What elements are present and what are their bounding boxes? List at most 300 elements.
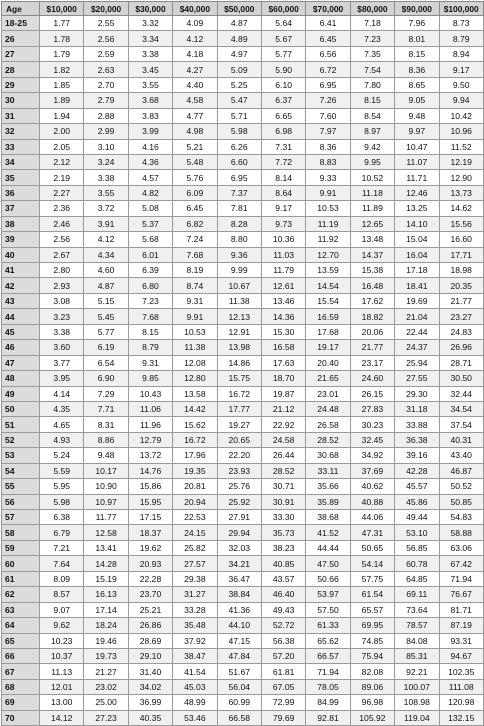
rate-cell: 6.37	[261, 93, 305, 108]
rate-cell: 35.89	[306, 494, 350, 509]
rate-cell: 17.63	[261, 355, 305, 370]
age-cell: 67	[2, 664, 40, 679]
rate-cell: 9.42	[350, 139, 394, 154]
rate-cell: 8.28	[217, 216, 261, 231]
coverage-column-header: $50,000	[217, 2, 261, 16]
rate-cell: 4.98	[173, 124, 217, 139]
rate-cell: 3.32	[128, 16, 172, 31]
rate-cell: 5.98	[40, 494, 84, 509]
rate-cell: 23.01	[306, 386, 350, 401]
rate-cell: 17.14	[84, 602, 128, 617]
rate-cell: 8.15	[395, 46, 439, 61]
rate-cell: 2.56	[40, 232, 84, 247]
rate-cell: 16.59	[306, 309, 350, 324]
rate-cell: 93.31	[439, 633, 483, 648]
rate-cell: 31.27	[173, 587, 217, 602]
rate-cell: 20.94	[173, 494, 217, 509]
rate-cell: 6.90	[84, 371, 128, 386]
coverage-column-header: $70,000	[306, 2, 350, 16]
rate-cell: 28.52	[306, 432, 350, 447]
rate-cell: 5.15	[84, 293, 128, 308]
rate-cell: 17.77	[217, 401, 261, 416]
rate-cell: 10.96	[439, 124, 483, 139]
rate-cell: 5.77	[261, 46, 305, 61]
rate-cell: 61.54	[350, 587, 394, 602]
rate-cell: 8.74	[173, 278, 217, 293]
rate-cell: 5.68	[128, 232, 172, 247]
rate-cell: 19.27	[217, 417, 261, 432]
rate-cell: 13.58	[173, 386, 217, 401]
age-cell: 27	[2, 46, 40, 61]
rate-cell: 9.31	[173, 293, 217, 308]
rate-cell: 22.20	[217, 448, 261, 463]
rate-cell: 34.54	[439, 401, 483, 416]
age-cell: 38	[2, 216, 40, 231]
rate-cell: 12.79	[128, 432, 172, 447]
rate-cell: 2.63	[84, 62, 128, 77]
rate-cell: 100.07	[395, 679, 439, 694]
rate-cell: 3.24	[84, 154, 128, 169]
rate-cell: 6.19	[84, 340, 128, 355]
rate-cell: 3.68	[128, 93, 172, 108]
rate-cell: 3.55	[128, 77, 172, 92]
rate-cell: 7.97	[306, 124, 350, 139]
rate-cell: 9.91	[173, 309, 217, 324]
rate-cell: 32.45	[350, 432, 394, 447]
rate-cell: 82.08	[350, 664, 394, 679]
rate-cell: 56.04	[217, 679, 261, 694]
rate-cell: 10.97	[84, 494, 128, 509]
table-row	[2, 386, 484, 401]
rate-cell: 17.15	[128, 510, 172, 525]
rate-cell: 26.15	[350, 386, 394, 401]
rate-cell: 94.67	[439, 648, 483, 663]
rate-cell: 53.10	[395, 525, 439, 540]
rate-cell: 19.73	[84, 648, 128, 663]
rate-cell: 15.86	[128, 479, 172, 494]
rate-cell: 41.52	[306, 525, 350, 540]
rate-cell: 16.60	[439, 232, 483, 247]
age-cell: 26	[2, 31, 40, 46]
age-cell: 53	[2, 448, 40, 463]
rate-cell: 58.88	[439, 525, 483, 540]
rate-cell: 14.54	[306, 278, 350, 293]
rate-cell: 8.97	[350, 124, 394, 139]
rate-cell: 51.67	[217, 664, 261, 679]
rate-cell: 7.24	[173, 232, 217, 247]
rate-cell: 47.84	[217, 648, 261, 663]
rate-cell: 1.85	[40, 77, 84, 92]
rate-cell: 5.08	[128, 201, 172, 216]
rate-cell: 11.77	[84, 510, 128, 525]
rate-cell: 14.10	[395, 216, 439, 231]
rate-cell: 14.62	[439, 201, 483, 216]
rate-cell: 10.67	[217, 278, 261, 293]
rate-cell: 57.50	[306, 602, 350, 617]
rate-cell: 6.95	[217, 170, 261, 185]
rate-cell: 18.82	[350, 309, 394, 324]
rate-cell: 5.59	[40, 463, 84, 478]
rate-cell: 33.30	[261, 510, 305, 525]
rate-cell: 33.11	[306, 463, 350, 478]
rate-cell: 4.65	[40, 417, 84, 432]
rate-cell: 6.41	[306, 16, 350, 31]
rate-cell: 26.58	[306, 417, 350, 432]
rate-cell: 3.72	[84, 201, 128, 216]
rate-cell: 2.36	[40, 201, 84, 216]
rate-cell: 61.33	[306, 618, 350, 633]
rate-cell: 16.13	[84, 587, 128, 602]
rate-cell: 11.06	[128, 401, 172, 416]
rate-cell: 11.19	[306, 216, 350, 231]
rate-cell: 30.50	[439, 371, 483, 386]
coverage-column-header: $100,000	[439, 2, 483, 16]
rate-cell: 20.35	[439, 278, 483, 293]
rate-cell: 2.00	[40, 124, 84, 139]
table-row	[2, 463, 484, 478]
rate-cell: 9.97	[395, 124, 439, 139]
rate-cell: 27.23	[84, 710, 128, 725]
rate-cell: 48.99	[173, 695, 217, 710]
rate-cell: 36.38	[395, 432, 439, 447]
rate-cell: 16.72	[173, 432, 217, 447]
rate-cell: 27.57	[173, 556, 217, 571]
table-row	[2, 263, 484, 278]
rate-cell: 18.98	[439, 263, 483, 278]
table-row	[2, 185, 484, 200]
rate-cell: 7.96	[395, 16, 439, 31]
age-cell: 69	[2, 695, 40, 710]
rate-cell: 45.57	[395, 479, 439, 494]
rate-cell: 13.98	[217, 340, 261, 355]
age-column-header: Age	[2, 2, 40, 16]
table-row	[2, 293, 484, 308]
table-row	[2, 216, 484, 231]
table-row	[2, 571, 484, 586]
rate-cell: 4.36	[128, 154, 172, 169]
rate-cell: 10.53	[173, 324, 217, 339]
rate-cell: 6.72	[306, 62, 350, 77]
rate-cell: 44.10	[217, 618, 261, 633]
rate-cell: 25.76	[217, 479, 261, 494]
rate-cell: 4.89	[217, 31, 261, 46]
rate-cell: 35.66	[306, 479, 350, 494]
rate-cell: 13.41	[84, 540, 128, 555]
rate-cell: 50.85	[439, 494, 483, 509]
coverage-column-header: $40,000	[173, 2, 217, 16]
rate-cell: 69.11	[395, 587, 439, 602]
rate-cell: 4.14	[40, 386, 84, 401]
rate-cell: 7.18	[350, 16, 394, 31]
rate-cell: 14.76	[128, 463, 172, 478]
rate-cell: 7.54	[350, 62, 394, 77]
rate-cell: 10.53	[306, 201, 350, 216]
rate-cell: 6.98	[261, 124, 305, 139]
rate-cell: 9.33	[306, 170, 350, 185]
rate-cell: 14.28	[84, 556, 128, 571]
rate-cell: 33.88	[395, 417, 439, 432]
rate-cell: 30.23	[350, 417, 394, 432]
rate-cell: 2.19	[40, 170, 84, 185]
rate-cell: 12.58	[84, 525, 128, 540]
age-cell: 47	[2, 355, 40, 370]
rate-cell: 20.81	[173, 479, 217, 494]
table-row	[2, 355, 484, 370]
rate-cell: 12.01	[40, 679, 84, 694]
rate-cell: 12.19	[439, 154, 483, 169]
rate-cell: 4.34	[84, 247, 128, 262]
table-header	[2, 2, 484, 16]
age-cell: 61	[2, 571, 40, 586]
age-cell: 32	[2, 124, 40, 139]
table-row	[2, 108, 484, 123]
rate-cell: 26.44	[261, 448, 305, 463]
rate-cell: 5.37	[128, 216, 172, 231]
rate-cell: 2.56	[84, 31, 128, 46]
rate-cell: 3.60	[40, 340, 84, 355]
age-cell: 35	[2, 170, 40, 185]
rate-cell: 2.93	[40, 278, 84, 293]
table-row	[2, 309, 484, 324]
rate-cell: 1.79	[40, 46, 84, 61]
rate-cell: 40.31	[439, 432, 483, 447]
rate-cell: 3.95	[40, 371, 84, 386]
rate-cell: 15.30	[261, 324, 305, 339]
rate-cell: 47.50	[306, 556, 350, 571]
rate-cell: 111.08	[439, 679, 483, 694]
rate-cell: 40.35	[128, 710, 172, 725]
table-row	[2, 633, 484, 648]
rate-cell: 3.23	[40, 309, 84, 324]
rate-cell: 6.82	[173, 216, 217, 231]
age-cell: 60	[2, 556, 40, 571]
age-cell: 41	[2, 263, 40, 278]
rate-cell: 15.19	[84, 571, 128, 586]
rate-cell: 38.68	[306, 510, 350, 525]
rate-cell: 18.41	[395, 278, 439, 293]
table-body	[2, 16, 484, 726]
rate-cell: 13.46	[261, 293, 305, 308]
rate-cell: 28.69	[128, 633, 172, 648]
rate-cell: 15.56	[439, 216, 483, 231]
table-row	[2, 232, 484, 247]
rate-cell: 3.38	[40, 324, 84, 339]
age-cell: 66	[2, 648, 40, 663]
rate-cell: 71.94	[306, 664, 350, 679]
rate-cell: 12.70	[306, 247, 350, 262]
rate-cell: 7.71	[84, 401, 128, 416]
rate-cell: 66.57	[306, 648, 350, 663]
rate-cell: 37.92	[173, 633, 217, 648]
rate-cell: 4.77	[173, 108, 217, 123]
rate-cell: 8.79	[439, 31, 483, 46]
rate-cell: 29.38	[173, 571, 217, 586]
rate-cell: 9.17	[439, 62, 483, 77]
rate-cell: 9.48	[395, 108, 439, 123]
age-cell: 29	[2, 77, 40, 92]
table-row	[2, 93, 484, 108]
table-row	[2, 16, 484, 31]
rate-cell: 7.37	[217, 185, 261, 200]
rate-cell: 12.61	[261, 278, 305, 293]
rate-cell: 13.00	[40, 695, 84, 710]
rate-cell: 50.66	[306, 571, 350, 586]
rate-cell: 27.83	[350, 401, 394, 416]
rate-cell: 10.42	[439, 108, 483, 123]
rate-cell: 10.23	[40, 633, 84, 648]
rate-cell: 71.94	[439, 571, 483, 586]
rate-cell: 8.83	[306, 154, 350, 169]
table-row	[2, 710, 484, 725]
table-row	[2, 695, 484, 710]
rate-cell: 21.65	[306, 371, 350, 386]
table-row	[2, 679, 484, 694]
rate-cell: 38.47	[173, 648, 217, 663]
rate-cell: 3.91	[84, 216, 128, 231]
rate-cell: 17.18	[395, 263, 439, 278]
rate-cell: 3.10	[84, 139, 128, 154]
rate-cell: 38.84	[217, 587, 261, 602]
rate-cell: 47.15	[217, 633, 261, 648]
rate-cell: 84.99	[306, 695, 350, 710]
rate-cell: 6.38	[40, 510, 84, 525]
rate-cell: 7.68	[128, 309, 172, 324]
rate-cell: 8.80	[217, 232, 261, 247]
rate-cell: 6.01	[128, 247, 172, 262]
rate-cell: 8.15	[128, 324, 172, 339]
rate-cell: 23.70	[128, 587, 172, 602]
rate-cell: 14.86	[217, 355, 261, 370]
rate-cell: 4.27	[173, 62, 217, 77]
rate-cell: 15.38	[350, 263, 394, 278]
rate-cell: 32.03	[217, 540, 261, 555]
rate-cell: 43.57	[261, 571, 305, 586]
rate-cell: 8.86	[84, 432, 128, 447]
age-cell: 43	[2, 293, 40, 308]
rate-cell: 6.39	[128, 263, 172, 278]
rate-cell: 5.47	[217, 93, 261, 108]
rate-cell: 18.70	[261, 371, 305, 386]
rate-cell: 5.09	[217, 62, 261, 77]
rate-cell: 24.83	[439, 324, 483, 339]
rate-cell: 25.92	[217, 494, 261, 509]
rate-cell: 4.93	[40, 432, 84, 447]
rate-cell: 21.04	[395, 309, 439, 324]
rate-cell: 31.40	[128, 664, 172, 679]
rate-cell: 69.95	[350, 618, 394, 633]
rate-cell: 105.92	[350, 710, 394, 725]
rate-cell: 11.18	[350, 185, 394, 200]
rate-cell: 42.28	[395, 463, 439, 478]
rate-cell: 4.18	[173, 46, 217, 61]
rate-cell: 16.72	[217, 386, 261, 401]
table-row	[2, 324, 484, 339]
rate-cell: 11.79	[261, 263, 305, 278]
rate-cell: 8.31	[84, 417, 128, 432]
rate-cell: 14.36	[261, 309, 305, 324]
rate-cell: 25.00	[84, 695, 128, 710]
table-row	[2, 432, 484, 447]
coverage-column-header: $60,000	[261, 2, 305, 16]
rate-cell: 30.91	[261, 494, 305, 509]
rate-cell: 44.44	[306, 540, 350, 555]
rate-cell: 2.27	[40, 185, 84, 200]
rate-cell: 89.06	[350, 679, 394, 694]
rate-cell: 4.82	[128, 185, 172, 200]
rate-cell: 40.62	[350, 479, 394, 494]
age-cell: 50	[2, 401, 40, 416]
rate-cell: 4.57	[128, 170, 172, 185]
rate-cell: 47.31	[350, 525, 394, 540]
table-row	[2, 340, 484, 355]
rate-cell: 20.93	[128, 556, 172, 571]
rate-cell: 6.10	[261, 77, 305, 92]
rate-cell: 1.94	[40, 108, 84, 123]
rate-cell: 8.15	[350, 93, 394, 108]
table-row	[2, 371, 484, 386]
age-cell: 40	[2, 247, 40, 262]
rate-cell: 9.31	[128, 355, 172, 370]
coverage-column-header: $30,000	[128, 2, 172, 16]
age-cell: 68	[2, 679, 40, 694]
age-cell: 58	[2, 525, 40, 540]
rate-cell: 66.58	[217, 710, 261, 725]
rate-cell: 6.80	[128, 278, 172, 293]
rate-cell: 2.88	[84, 108, 128, 123]
rate-cell: 65.62	[306, 633, 350, 648]
rate-cell: 21.77	[350, 340, 394, 355]
rate-cell: 21.12	[261, 401, 305, 416]
rate-cell: 2.67	[40, 247, 84, 262]
rate-cell: 17.96	[173, 448, 217, 463]
age-cell: 36	[2, 185, 40, 200]
rate-cell: 7.80	[350, 77, 394, 92]
rate-cell: 26.96	[439, 340, 483, 355]
age-cell: 56	[2, 494, 40, 509]
rate-cell: 26.86	[128, 618, 172, 633]
rate-cell: 2.12	[40, 154, 84, 169]
rate-cell: 22.53	[173, 510, 217, 525]
rate-cell: 92.21	[395, 664, 439, 679]
rate-cell: 49.44	[395, 510, 439, 525]
rate-cell: 40.85	[261, 556, 305, 571]
rate-cell: 6.45	[306, 31, 350, 46]
rate-cell: 46.40	[261, 587, 305, 602]
rate-cell: 11.38	[217, 293, 261, 308]
rate-cell: 8.73	[439, 16, 483, 31]
rate-cell: 4.12	[84, 232, 128, 247]
age-cell: 62	[2, 587, 40, 602]
rate-cell: 4.12	[173, 31, 217, 46]
rate-cell: 11.13	[40, 664, 84, 679]
rate-cell: 19.17	[306, 340, 350, 355]
rate-cell: 9.85	[128, 371, 172, 386]
rate-cell: 102.35	[439, 664, 483, 679]
rate-cell: 1.78	[40, 31, 84, 46]
rate-cell: 11.38	[173, 340, 217, 355]
age-cell: 33	[2, 139, 40, 154]
rate-cell: 7.23	[128, 293, 172, 308]
rate-cell: 27.91	[217, 510, 261, 525]
rate-cell: 25.21	[128, 602, 172, 617]
rate-cell: 92.81	[306, 710, 350, 725]
rate-cell: 8.09	[40, 571, 84, 586]
age-cell: 65	[2, 633, 40, 648]
rate-cell: 5.98	[217, 124, 261, 139]
rate-cell: 35.48	[173, 618, 217, 633]
rate-cell: 10.37	[40, 648, 84, 663]
rate-cell: 16.58	[261, 340, 305, 355]
